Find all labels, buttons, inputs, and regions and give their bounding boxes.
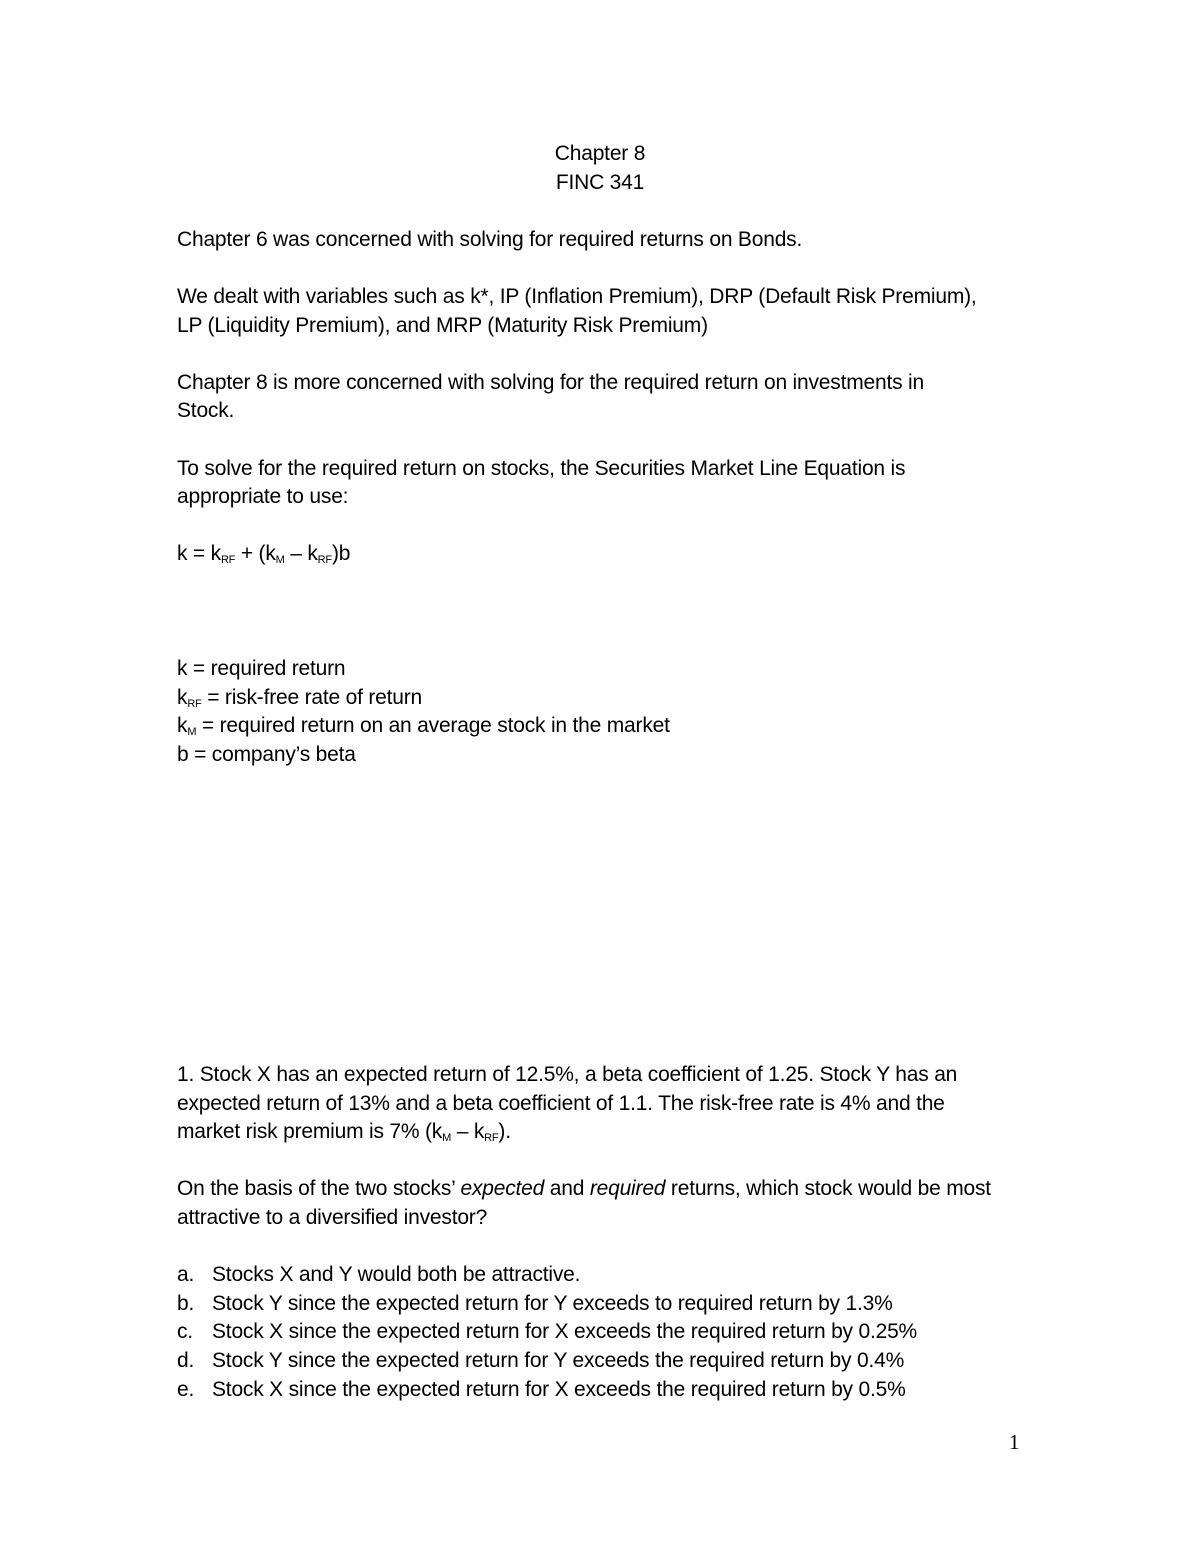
equation-m-subscript: M — [275, 554, 285, 567]
question-prompt-expected: expected — [460, 1177, 545, 1201]
variable-definitions — [177, 655, 1037, 769]
question-stem — [177, 1061, 997, 1147]
definition-krf-subscript: RF — [187, 697, 202, 710]
question-stem-m-subscript: M — [442, 1132, 452, 1145]
answer-option — [177, 1376, 1037, 1405]
option-text: Stock Y since the expected return for Y exceeds the required return by 0.4% — [212, 1348, 905, 1372]
option-letter: d. — [177, 1348, 195, 1372]
option-text: Stock X since the expected return for X exceeds the required return by 0.5% — [212, 1377, 906, 1401]
question-prompt — [177, 1175, 997, 1232]
intro-paragraph-1: Chapter 6 was concerned with solving for required returns on Bonds. — [177, 227, 803, 251]
option-text: Stocks X and Y would both be attractive. — [212, 1263, 581, 1287]
definition-km-subscript: M — [187, 726, 197, 739]
chapter-title: Chapter 8 — [554, 142, 646, 165]
equation-minus: – k — [284, 542, 318, 566]
question-prompt-text-2: returns, which stock would be most attractive to a diversified investor? — [177, 1177, 991, 1229]
option-letter: b. — [177, 1291, 195, 1315]
definition-krf — [177, 684, 1037, 713]
question-1 — [177, 1061, 1037, 1404]
sml-equation — [177, 540, 1037, 569]
definition-km-symbol: k — [177, 714, 188, 738]
intro-paragraph-3: Chapter 8 is more concerned with solving for the required return on investments in Stock. — [177, 370, 924, 423]
question-stem-text: 1. Stock X has an expected return of 12.5%, a beta coefficient of 1.25. Stock Y has an expected return of 13% and a beta coefficient of 1.1. The risk-free rate is 4% and the market risk premium is 7% (k — [177, 1063, 958, 1144]
definition-km — [177, 712, 1037, 741]
definition-km-text: = required return on an average stock in the market — [196, 714, 670, 738]
equation-rf-subscript-2: RF — [317, 554, 332, 567]
answer-option — [177, 1318, 1037, 1347]
option-text: Stock X since the expected return for X exceeds the required return by 0.25% — [212, 1320, 918, 1344]
definition-b: b = company’s beta — [177, 742, 356, 766]
option-letter: e. — [177, 1377, 195, 1401]
definition-krf-symbol: k — [177, 685, 188, 709]
answer-option — [177, 1347, 1037, 1376]
question-stem-rf-subscript: RF — [484, 1132, 499, 1145]
option-letter: c. — [177, 1320, 193, 1344]
answer-option — [177, 1290, 1037, 1319]
definition-k: k = required return — [177, 656, 346, 680]
question-prompt-text-1: On the basis of the two stocks’ — [177, 1177, 461, 1201]
definition-krf-text: = risk-free rate of return — [201, 685, 423, 709]
intro-paragraph-2 — [177, 283, 1037, 340]
course-code: FINC 341 — [555, 170, 645, 194]
equation-rf-subscript: RF — [220, 554, 236, 567]
answer-options — [177, 1261, 1037, 1404]
intro-paragraph-2-line-2: LP (Liquidity Premium), and MRP (Maturity Risk Premium) — [177, 313, 708, 337]
document-page — [177, 140, 1037, 1401]
option-letter: a. — [177, 1263, 195, 1287]
equation-plus: + (k — [235, 542, 276, 566]
equation-end: )b — [331, 542, 351, 566]
equation-k: k = k — [177, 542, 221, 566]
question-prompt-and: and — [544, 1177, 590, 1201]
page-number: 1 — [1009, 1430, 1020, 1454]
question-stem-minus: – k — [451, 1120, 485, 1144]
question-stem-end: ). — [498, 1120, 511, 1144]
intro-paragraph-2-line-1: We dealt with variables such as k*, IP (Inflation Premium), DRP (Default Risk Premium), — [177, 284, 977, 308]
option-text: Stock Y since the expected return for Y exceeds to required return by 1.3% — [212, 1291, 893, 1315]
question-prompt-required: required — [589, 1177, 666, 1201]
intro-paragraph-4: To solve for the required return on stocks, the Securities Market Line Equation is appropriate to use: — [177, 456, 906, 509]
answer-option — [177, 1261, 1037, 1290]
